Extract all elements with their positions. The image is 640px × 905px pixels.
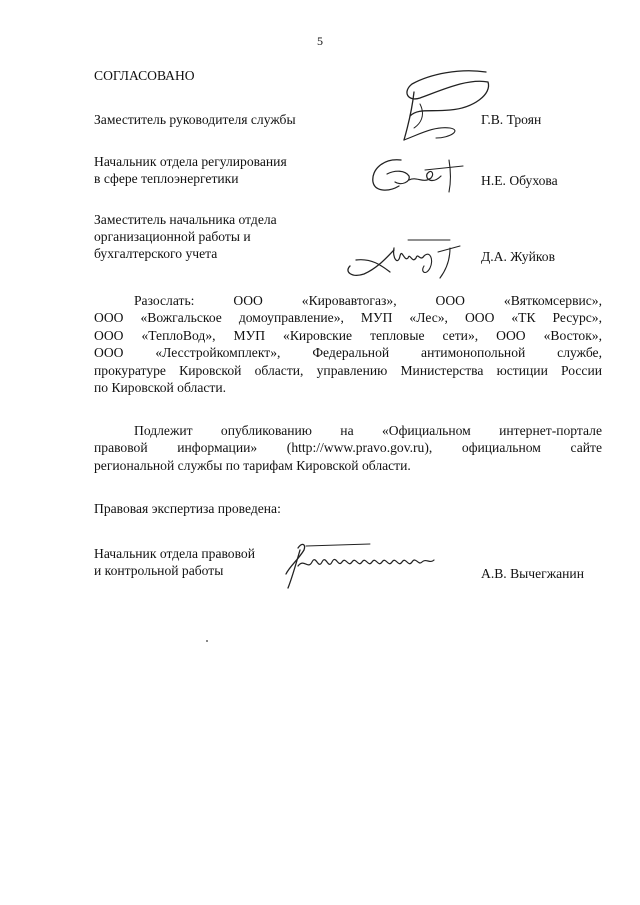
signature-vychegzhanin (280, 536, 440, 592)
legal-signatory-title-b: и контрольной работы (94, 563, 224, 578)
signatory-title-2a: Начальник отдела регулирования (94, 154, 287, 169)
signature-obukhova (365, 152, 475, 198)
signatory-title-3c: бухгалтерского учета (94, 246, 218, 261)
publication-line: Подлежит опубликованию на «Официальном интернет-портале (134, 423, 602, 438)
approval-heading: СОГЛАСОВАНО (94, 68, 195, 83)
distribution-line: ООО «Вожгальское домоуправление», МУП «Лес», ООО «ТК Ресурс», (94, 310, 602, 326)
signatory-title-3b: организационной работы и (94, 229, 251, 244)
distribution-line: ООО «Лесстройкомплект», Федеральной антимонопольной службе, (94, 345, 602, 361)
signatory-title-2b: в сфере теплоэнергетики (94, 171, 239, 186)
legal-review-note: Правовая экспертиза проведена: (94, 501, 281, 516)
distribution-paragraph (94, 292, 602, 396)
publication-paragraph (94, 422, 602, 474)
scan-speck (206, 640, 208, 642)
signatory-name-2: Н.Е. Обухова (481, 173, 558, 188)
signatory-title-3a: Заместитель начальника отдела (94, 212, 277, 227)
legal-signatory-title-a: Начальник отдела правовой (94, 546, 256, 561)
publication-line: правовой информации» (http://www.pravo.gov.ru), официальном сайте (94, 440, 602, 456)
signature-troyan (390, 64, 500, 154)
signatory-title-1: Заместитель руководителя службы (94, 112, 296, 127)
distribution-line: ООО «ТеплоВод», МУП «Кировские тепловые сети», ООО «Восток», (94, 327, 602, 343)
signature-zhuikov (338, 236, 468, 284)
signatory-name-3: Д.А. Жуйков (481, 249, 556, 264)
distribution-line: Разослать: ООО «Кировавтогаз», ООО «Вяткомсервис», (134, 293, 602, 308)
publication-line: региональной службы по тарифам Кировской области. (94, 457, 411, 473)
distribution-line: прокуратуре Кировской области, управлению Министерства юстиции России (94, 362, 602, 378)
signatory-name-1: Г.В. Троян (481, 112, 542, 127)
legal-signatory-name: А.В. Вычегжанин (481, 566, 584, 581)
page-number: 5 (317, 34, 323, 48)
distribution-line: по Кировской области. (94, 380, 227, 396)
